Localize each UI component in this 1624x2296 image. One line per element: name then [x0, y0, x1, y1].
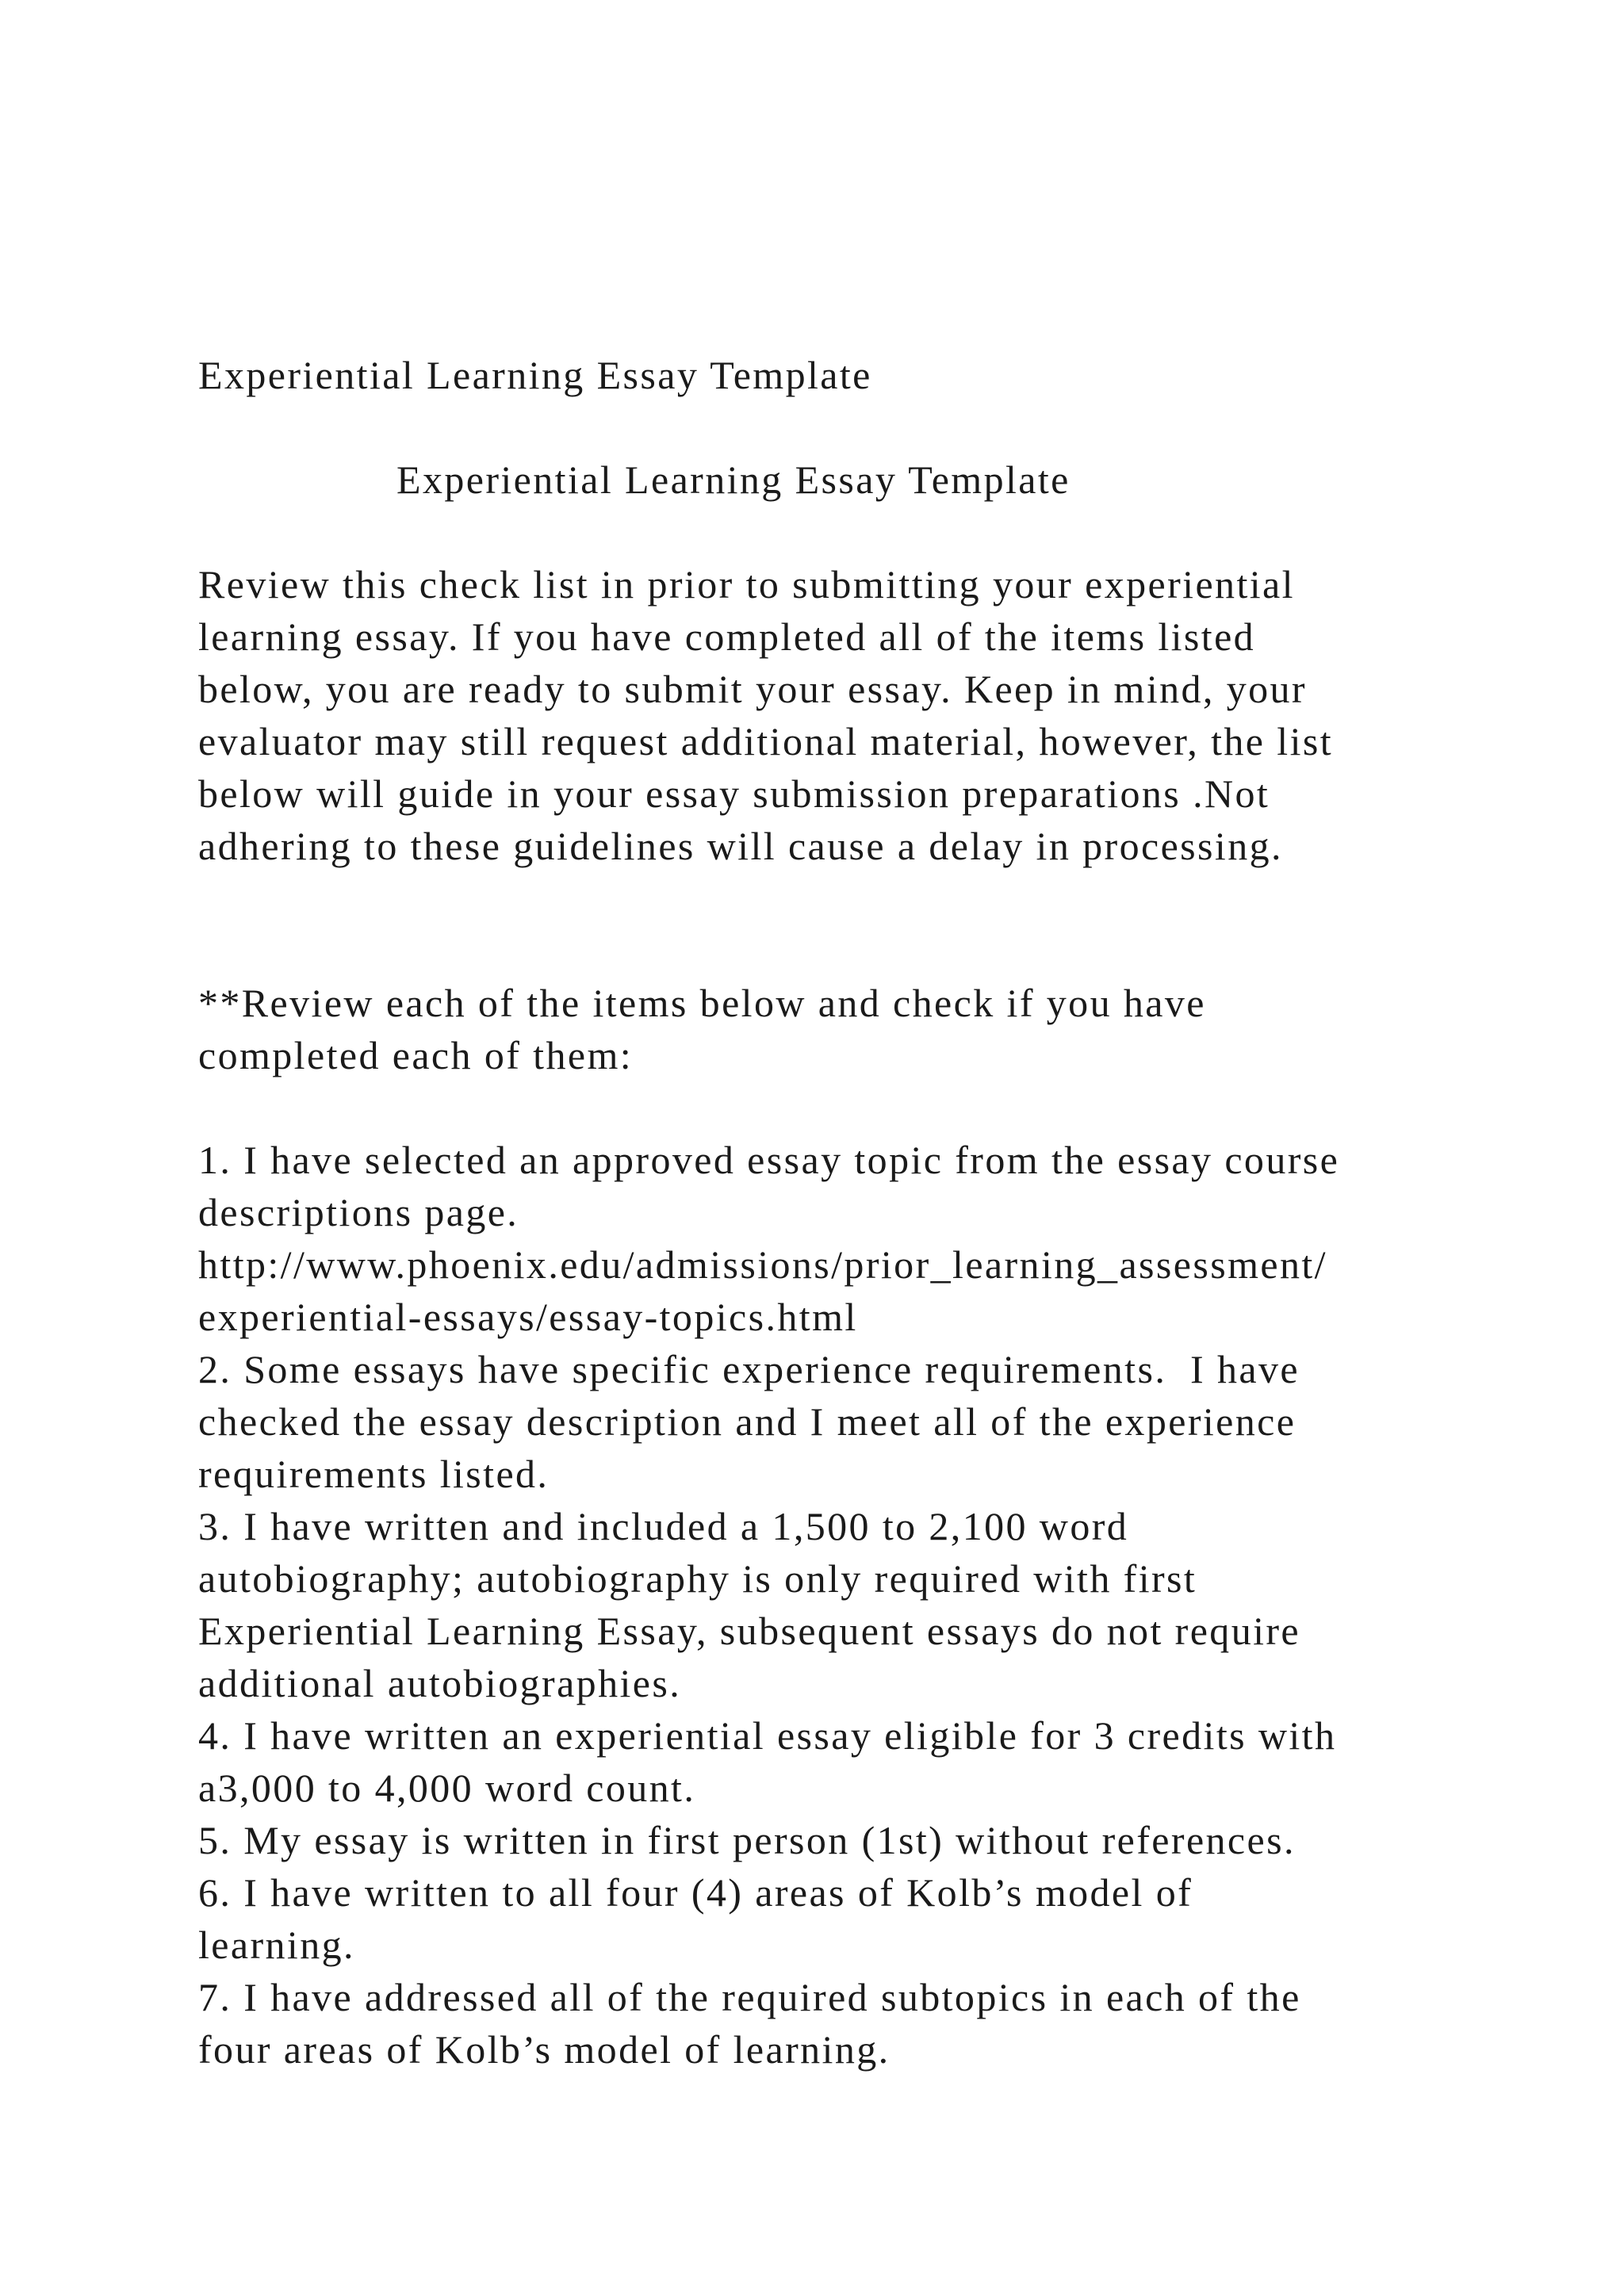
checklist-line: 5. My essay is written in first person (1st) without references.: [198, 1818, 1296, 1862]
intro-line: learning essay. If you have completed all of the items listed: [198, 614, 1256, 659]
checklist-line: 7. I have addressed all of the required subtopics in each of the: [198, 1975, 1301, 2019]
checklist-line: 4. I have written an experiential essay eligible for 3 credits with: [198, 1713, 1337, 1758]
checklist-heading-line: completed each of them:: [198, 1033, 634, 1077]
checklist-link-line: experiential-essays/essay-topics.html: [198, 1295, 858, 1339]
document-body: [198, 349, 1467, 2076]
checklist-line: autobiography; autobiography is only required with first: [198, 1556, 1197, 1601]
checklist-line: Experiential Learning Essay, subsequent essays do not require: [198, 1609, 1301, 1653]
checklist-line: 3. I have written and included a 1,500 to 2,100 word: [198, 1504, 1129, 1548]
intro-line: adhering to these guidelines will cause a delay in processing.: [198, 824, 1283, 868]
checklist-line: 6. I have written to all four (4) areas of Kolb’s model of: [198, 1870, 1193, 1915]
checklist-heading-line: **Review each of the items below and check if you have: [198, 981, 1206, 1025]
checklist-heading: [198, 977, 1467, 1081]
document-subtitle: Experiential Learning Essay Template: [396, 457, 1071, 502]
checklist-line: additional autobiographies.: [198, 1661, 682, 1705]
checklist-line: a3,000 to 4,000 word count.: [198, 1766, 696, 1810]
intro-line: Review this check list in prior to submitting your experiential: [198, 562, 1295, 607]
checklist-line: 2. Some essays have specific experience requirements. I have: [198, 1347, 1300, 1391]
intro-line: evaluator may still request additional material, however, the list: [198, 719, 1334, 763]
intro-line: below will guide in your essay submission preparations .Not: [198, 771, 1270, 816]
checklist-link-line: http://www.phoenix.edu/admissions/prior_learning_assessment/: [198, 1242, 1327, 1287]
checklist-line: four areas of Kolb’s model of learning.: [198, 2027, 891, 2072]
checklist-line: checked the essay description and I meet all of the experience: [198, 1399, 1297, 1444]
intro-line: below, you are ready to submit your essay. Keep in mind, your: [198, 667, 1307, 711]
checklist: [198, 1134, 1467, 2076]
checklist-line: 1. I have selected an approved essay topic from the essay course: [198, 1138, 1340, 1182]
checklist-line: descriptions page.: [198, 1190, 519, 1234]
intro-paragraph: [198, 558, 1467, 872]
document-title: Experiential Learning Essay Template: [198, 353, 872, 397]
checklist-line: requirements listed.: [198, 1452, 550, 1496]
checklist-line: learning.: [198, 1923, 355, 1967]
